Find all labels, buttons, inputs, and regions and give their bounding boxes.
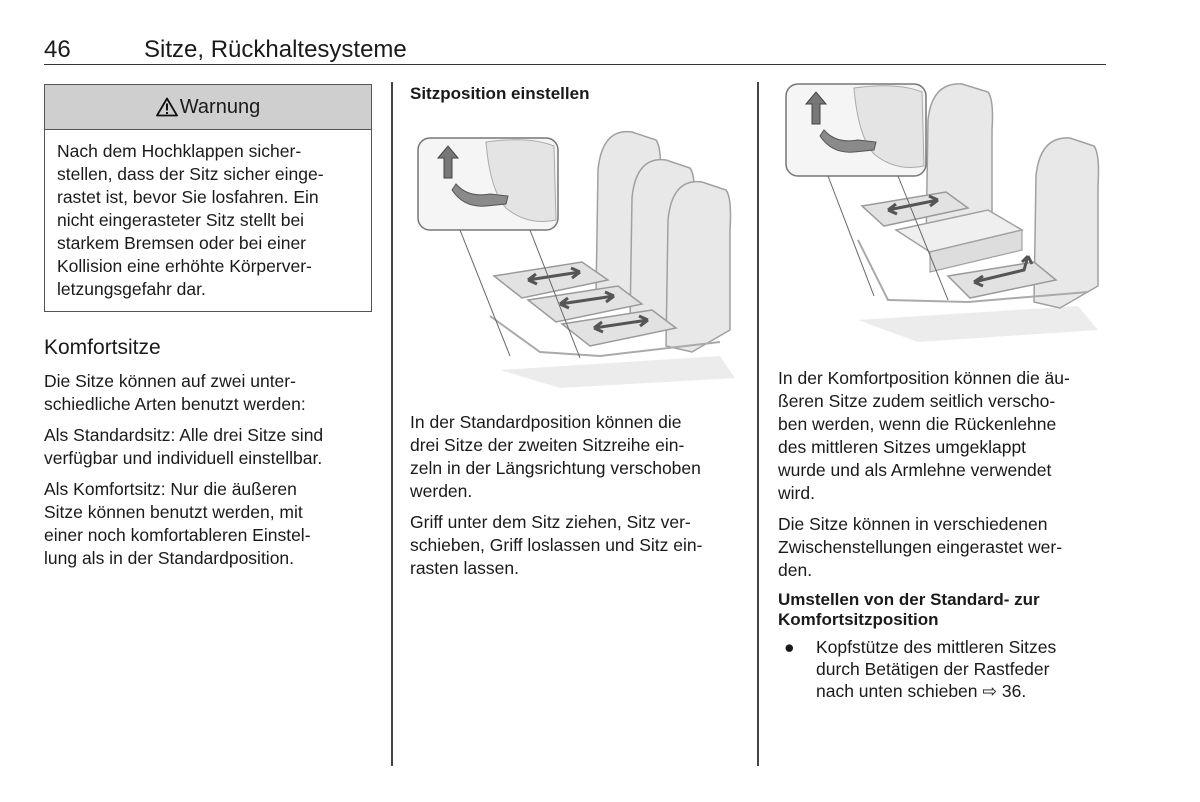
- subheading: [778, 590, 1108, 630]
- text-line: wird.: [778, 483, 815, 503]
- text-line: ßeren Sitze zudem seitlich verscho-: [778, 391, 1056, 411]
- text-line: rasten lassen.: [410, 558, 519, 578]
- text-line: schieben, Griff loslassen und Sitz ein-: [410, 535, 703, 555]
- text-line: In der Standardposition können die: [410, 412, 682, 432]
- subheading: Sitzposition einstellen: [410, 84, 590, 103]
- section-title: Komfortsitze: [44, 336, 161, 359]
- text-line: Kopfstütze des mittleren Sitzes: [816, 637, 1057, 657]
- list-item-text: [816, 636, 1108, 702]
- warning-box: [44, 84, 372, 312]
- column-divider: [391, 82, 393, 766]
- text-line: letzungsgefahr dar.: [57, 279, 206, 299]
- warning-title: Warnung: [179, 95, 261, 118]
- page-number: 46: [44, 36, 71, 63]
- seat-comfort-illustration: [778, 80, 1108, 350]
- paragraph: [410, 511, 742, 580]
- bullet-icon: ●: [784, 637, 795, 657]
- text-line: den.: [778, 560, 813, 580]
- text-line: Als Standardsitz: Alle drei Sitze sind: [44, 425, 324, 445]
- text-line: Als Komfortsitz: Nur die äußeren: [44, 479, 297, 499]
- text-line: schiedliche Arten benutzt werden:: [44, 394, 306, 414]
- paragraph: [44, 478, 372, 570]
- text-line: einer noch komfortableren Einstel-: [44, 525, 311, 545]
- text-line: Kollision eine erhöhte Körperver-: [57, 256, 312, 276]
- text-line: starkem Bremsen oder bei einer: [57, 233, 306, 253]
- text-line: Komfortsitzposition: [778, 610, 939, 629]
- text-line: Die Sitze können auf zwei unter-: [44, 371, 296, 391]
- warning-text: [45, 130, 371, 311]
- text-line: rastet ist, bevor Sie losfahren. Ein: [57, 187, 319, 207]
- text-line: Sitze können benutzt werden, mit: [44, 502, 303, 522]
- page-header: [44, 34, 1106, 65]
- text-line: In der Komfortposition können die äu-: [778, 368, 1070, 388]
- text-line: verfügbar und individuell einstellbar.: [44, 448, 323, 468]
- text-line: stellen, dass der Sitz sicher einge-: [57, 164, 324, 184]
- paragraph: [44, 370, 372, 416]
- text-line: drei Sitze der zweiten Sitzreihe ein-: [410, 435, 685, 455]
- paragraph: [410, 411, 742, 503]
- paragraph: [778, 513, 1108, 582]
- column-divider: [757, 82, 759, 766]
- paragraph: [778, 367, 1108, 505]
- text-line: nach unten schieben ⇨ 36.: [816, 681, 1027, 701]
- text-line: wurde und als Armlehne verwendet: [778, 460, 1052, 480]
- text-line: Nach dem Hochklappen sicher-: [57, 141, 302, 161]
- middle-column: [410, 80, 742, 588]
- text-line: werden.: [410, 481, 473, 501]
- text-line: lung als in der Standardposition.: [44, 548, 295, 568]
- text-line: zeln in der Längsrichtung verschoben: [410, 458, 701, 478]
- list-item: [778, 636, 1108, 702]
- text-line: nicht eingerasteter Sitz stellt bei: [57, 210, 305, 230]
- text-line: Zwischenstellungen eingerastet wer-: [778, 537, 1063, 557]
- left-column: [44, 80, 372, 578]
- seat-standard-illustration: [410, 120, 742, 388]
- chapter-title: Sitze, Rückhaltesysteme: [144, 36, 407, 63]
- text-line: durch Betätigen der Rastfeder: [816, 659, 1050, 679]
- paragraph: [44, 424, 372, 470]
- text-line: Umstellen von der Standard- zur: [778, 590, 1040, 609]
- text-line: Die Sitze können in verschiedenen: [778, 514, 1048, 534]
- text-line: ben werden, wenn die Rückenlehne: [778, 414, 1057, 434]
- right-column: [778, 80, 1108, 702]
- warning-triangle-icon: [156, 97, 178, 117]
- warning-header: [45, 85, 371, 130]
- text-line: Griff unter dem Sitz ziehen, Sitz ver-: [410, 512, 691, 532]
- text-line: des mittleren Sitzes umgeklappt: [778, 437, 1027, 457]
